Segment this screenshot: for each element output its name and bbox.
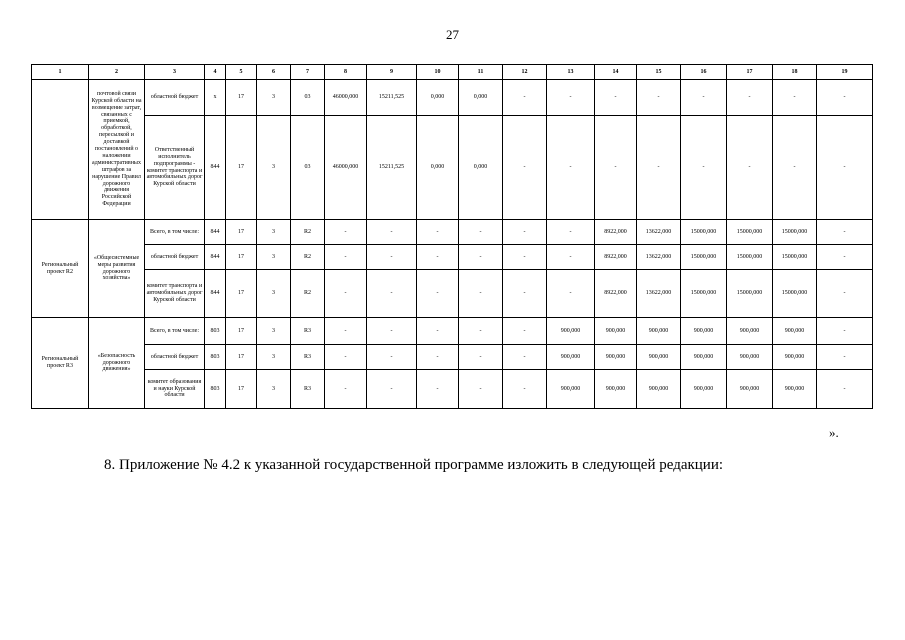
data-cell: - xyxy=(503,116,547,220)
data-cell: 3 xyxy=(257,270,291,318)
data-cell: 13622,000 xyxy=(637,270,681,318)
header-cell: 1 xyxy=(32,65,89,80)
data-cell: - xyxy=(547,116,595,220)
data-cell: R3 xyxy=(291,345,325,370)
data-cell: - xyxy=(503,318,547,345)
data-cell: 15000,000 xyxy=(681,220,727,245)
data-cell: 844 xyxy=(205,270,226,318)
data-cell: 844 xyxy=(205,245,226,270)
data-cell: - xyxy=(817,270,873,318)
data-cell: - xyxy=(547,270,595,318)
data-cell: - xyxy=(417,345,459,370)
data-cell: 900,000 xyxy=(681,345,727,370)
data-cell: - xyxy=(367,318,417,345)
event-name-cell: «Безопасность дорожного движения» xyxy=(89,318,145,409)
data-cell: - xyxy=(817,245,873,270)
data-cell: R2 xyxy=(291,245,325,270)
header-cell: 12 xyxy=(503,65,547,80)
data-cell: 17 xyxy=(226,345,257,370)
data-cell: 15000,000 xyxy=(727,220,773,245)
table-row xyxy=(32,270,873,318)
data-cell: - xyxy=(547,80,595,116)
data-cell: 3 xyxy=(257,80,291,116)
data-cell: - xyxy=(817,318,873,345)
source-cell: Всего, в том числе: xyxy=(145,318,205,345)
data-cell: 17 xyxy=(226,318,257,345)
data-cell: - xyxy=(459,220,503,245)
data-cell: 900,000 xyxy=(595,345,637,370)
data-cell: 900,000 xyxy=(637,345,681,370)
data-cell: 900,000 xyxy=(547,370,595,409)
header-cell: 18 xyxy=(773,65,817,80)
table-row xyxy=(32,370,873,409)
header-cell: 13 xyxy=(547,65,595,80)
data-cell: 03 xyxy=(291,116,325,220)
header-cell: 3 xyxy=(145,65,205,80)
data-cell: - xyxy=(637,80,681,116)
data-cell: - xyxy=(459,370,503,409)
data-cell: - xyxy=(503,270,547,318)
closing-quote: ». xyxy=(829,425,839,440)
data-cell: 17 xyxy=(226,116,257,220)
data-cell: - xyxy=(417,245,459,270)
source-cell: Ответственный исполнитель подпрограммы - комитет транспорта и автомобильных дорог Курской области xyxy=(145,116,205,220)
header-cell: 4 xyxy=(205,65,226,80)
data-cell: 17 xyxy=(226,80,257,116)
header-cell: 2 xyxy=(89,65,145,80)
data-cell: - xyxy=(367,220,417,245)
data-cell: 13622,000 xyxy=(637,245,681,270)
header-cell: 17 xyxy=(727,65,773,80)
data-cell: - xyxy=(417,318,459,345)
data-cell: 803 xyxy=(205,345,226,370)
data-cell: - xyxy=(367,370,417,409)
data-cell: - xyxy=(637,116,681,220)
data-cell: - xyxy=(459,318,503,345)
data-cell: - xyxy=(459,270,503,318)
program-cell: Региональный проект R2 xyxy=(32,220,89,318)
data-cell: - xyxy=(503,220,547,245)
event-name-cell: «Общесистемные меры развития дорожного хозяйства» xyxy=(89,220,145,318)
data-cell: - xyxy=(817,220,873,245)
header-cell: 11 xyxy=(459,65,503,80)
header-cell: 6 xyxy=(257,65,291,80)
page-number: 27 xyxy=(446,27,459,42)
data-cell: - xyxy=(367,270,417,318)
source-cell: областной бюджет xyxy=(145,245,205,270)
data-cell: 15000,000 xyxy=(681,270,727,318)
data-cell: - xyxy=(547,245,595,270)
data-cell: 803 xyxy=(205,370,226,409)
data-cell: 900,000 xyxy=(727,370,773,409)
data-cell: - xyxy=(417,270,459,318)
data-cell: - xyxy=(503,245,547,270)
data-cell: - xyxy=(503,345,547,370)
data-cell: - xyxy=(817,370,873,409)
table-row xyxy=(32,220,873,245)
program-cell: Региональный проект R3 xyxy=(32,318,89,409)
data-cell: 803 xyxy=(205,318,226,345)
header-cell: 14 xyxy=(595,65,637,80)
data-cell: 3 xyxy=(257,116,291,220)
data-cell: 844 xyxy=(205,116,226,220)
data-cell: 900,000 xyxy=(637,318,681,345)
data-cell: R2 xyxy=(291,220,325,245)
data-cell: - xyxy=(325,370,367,409)
data-cell: - xyxy=(503,80,547,116)
data-cell: 46000,000 xyxy=(325,80,367,116)
data-cell: 0,000 xyxy=(459,116,503,220)
source-cell: Всего, в том числе: xyxy=(145,220,205,245)
data-cell: - xyxy=(727,80,773,116)
data-cell: - xyxy=(595,80,637,116)
data-cell: 900,000 xyxy=(637,370,681,409)
data-cell: - xyxy=(817,345,873,370)
data-cell: - xyxy=(367,245,417,270)
data-cell: 900,000 xyxy=(773,345,817,370)
data-cell: 15211,525 xyxy=(367,116,417,220)
data-cell: 900,000 xyxy=(773,318,817,345)
source-cell: комитет транспорта и автомобильных дорог Курской области xyxy=(145,270,205,318)
data-cell: - xyxy=(325,345,367,370)
header-cell: 9 xyxy=(367,65,417,80)
source-cell: областной бюджет xyxy=(145,80,205,116)
header-cell: 7 xyxy=(291,65,325,80)
header-cell: 5 xyxy=(226,65,257,80)
data-cell: 17 xyxy=(226,245,257,270)
header-cell: 19 xyxy=(817,65,873,80)
table-row xyxy=(32,318,873,345)
data-cell: 17 xyxy=(226,220,257,245)
budget-table xyxy=(31,64,873,409)
data-cell: 13622,000 xyxy=(637,220,681,245)
data-cell: - xyxy=(417,370,459,409)
data-cell: 8922,000 xyxy=(595,220,637,245)
data-cell: - xyxy=(503,370,547,409)
data-cell: 46000,000 xyxy=(325,116,367,220)
data-cell: - xyxy=(459,245,503,270)
data-cell: 15000,000 xyxy=(773,220,817,245)
data-cell: 3 xyxy=(257,245,291,270)
data-cell: 15000,000 xyxy=(727,245,773,270)
data-cell: - xyxy=(459,345,503,370)
data-cell: 03 xyxy=(291,80,325,116)
data-cell: 17 xyxy=(226,270,257,318)
data-cell: 3 xyxy=(257,318,291,345)
header-cell: 8 xyxy=(325,65,367,80)
data-cell: 0,000 xyxy=(417,80,459,116)
program-cell-empty xyxy=(32,80,89,220)
data-cell: 15000,000 xyxy=(773,245,817,270)
data-cell: 15000,000 xyxy=(773,270,817,318)
data-cell: - xyxy=(325,220,367,245)
data-cell: 900,000 xyxy=(547,345,595,370)
data-cell: - xyxy=(325,318,367,345)
data-cell: R2 xyxy=(291,270,325,318)
data-cell: 15211,525 xyxy=(367,80,417,116)
data-cell: - xyxy=(681,80,727,116)
data-cell: 900,000 xyxy=(727,318,773,345)
header-cell: 15 xyxy=(637,65,681,80)
header-row xyxy=(32,65,873,80)
data-cell: 900,000 xyxy=(681,370,727,409)
data-cell: - xyxy=(817,116,873,220)
data-cell: 900,000 xyxy=(681,318,727,345)
table-row xyxy=(32,116,873,220)
data-cell: 17 xyxy=(226,370,257,409)
data-cell: - xyxy=(325,270,367,318)
data-cell: 15000,000 xyxy=(727,270,773,318)
data-cell: 15000,000 xyxy=(681,245,727,270)
table-row xyxy=(32,245,873,270)
event-name-cell: почтовой связи Курской области на возмещение затрат, связанных с приемкой, обработкой, пересылкой и доставкой постановлений о наложении административных штрафов за нарушение Правил дорожного движения Российской Федерации xyxy=(89,80,145,220)
data-cell: - xyxy=(367,345,417,370)
data-cell: 3 xyxy=(257,345,291,370)
data-cell: 3 xyxy=(257,220,291,245)
data-cell: х xyxy=(205,80,226,116)
data-cell: - xyxy=(547,220,595,245)
data-cell: 900,000 xyxy=(727,345,773,370)
data-cell: R3 xyxy=(291,318,325,345)
source-cell: областной бюджет xyxy=(145,345,205,370)
data-cell: - xyxy=(417,220,459,245)
table-row xyxy=(32,80,873,116)
amendment-paragraph: 8. Приложение № 4.2 к указанной государственной программе изложить в следующей редакции: xyxy=(104,457,724,473)
data-cell: 0,000 xyxy=(459,80,503,116)
header-cell: 16 xyxy=(681,65,727,80)
data-cell: - xyxy=(773,116,817,220)
data-cell: - xyxy=(681,116,727,220)
data-cell: 3 xyxy=(257,370,291,409)
data-cell: 0,000 xyxy=(417,116,459,220)
data-cell: 8922,000 xyxy=(595,270,637,318)
data-cell: - xyxy=(773,80,817,116)
data-cell: 900,000 xyxy=(595,370,637,409)
table-row xyxy=(32,345,873,370)
data-cell: 8922,000 xyxy=(595,245,637,270)
data-cell: 844 xyxy=(205,220,226,245)
data-cell: R3 xyxy=(291,370,325,409)
data-cell: - xyxy=(727,116,773,220)
source-cell: комитет образования и науки Курской области xyxy=(145,370,205,409)
data-cell: - xyxy=(325,245,367,270)
data-cell: - xyxy=(817,80,873,116)
data-cell: - xyxy=(595,116,637,220)
data-cell: 900,000 xyxy=(773,370,817,409)
data-cell: 900,000 xyxy=(547,318,595,345)
header-cell: 10 xyxy=(417,65,459,80)
data-cell: 900,000 xyxy=(595,318,637,345)
